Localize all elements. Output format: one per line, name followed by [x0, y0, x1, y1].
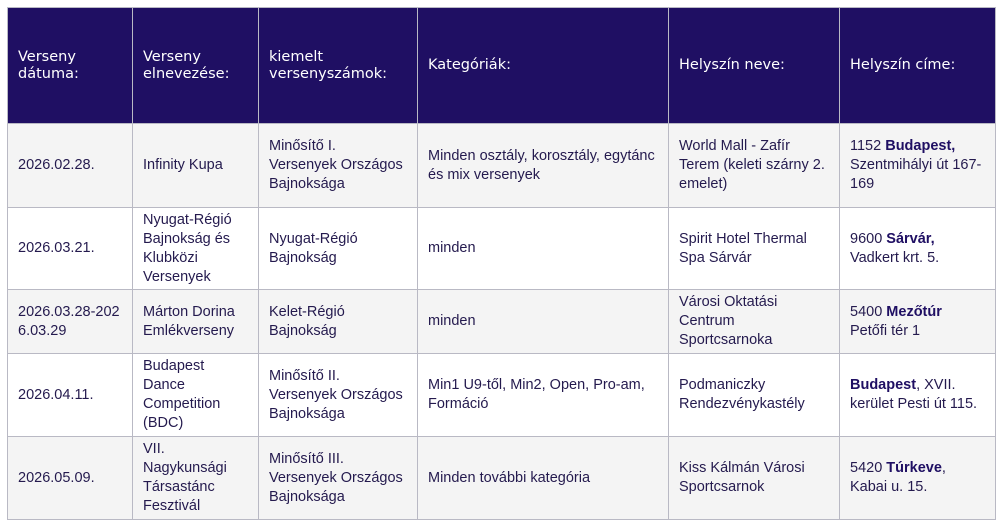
cell-address	[840, 437, 996, 520]
table-row	[8, 124, 996, 208]
cell-venue: Podmaniczky Rendezvénykastély	[669, 354, 840, 437]
address-post: Vadkert krt. 5.	[850, 249, 940, 266]
table-row	[8, 290, 996, 354]
cell-categories: Minden osztály, korosztály, egytánc és mix versenyek	[418, 124, 669, 208]
cell-name: Nyugat-Régió Bajnokság és Klubközi Versenyek	[133, 208, 259, 290]
header-categories: Kategóriák:	[418, 8, 669, 124]
address-pre: 1152	[850, 138, 886, 154]
cell-venue: Spirit Hotel Thermal Spa Sárvár	[669, 208, 840, 290]
address-post: , Kabai u. 15.	[850, 460, 946, 495]
header-row	[8, 8, 996, 124]
address-city: Budapest,	[885, 138, 956, 154]
cell-categories: Min1 U9-től, Min2, Open, Pro-am, Formáció	[418, 354, 669, 437]
header-events: kiemelt versenyszámok:	[259, 8, 418, 124]
address-pre: 5400	[850, 303, 887, 320]
address-post: , XVII. kerület Pesti út 115.	[850, 377, 978, 412]
address-post: Petőfi tér 1	[850, 322, 921, 339]
header-name: Verseny elnevezése:	[133, 8, 259, 124]
cell-categories: Minden további kategória	[418, 437, 669, 520]
cell-name: Márton Dorina Emlékverseny	[133, 290, 259, 354]
header-date: Verseny dátuma:	[8, 8, 133, 124]
table-row	[8, 437, 996, 520]
cell-name: Infinity Kupa	[133, 124, 259, 208]
table-row	[8, 208, 996, 290]
cell-name: VII. Nagykunsági Társastánc Fesztivál	[133, 437, 259, 520]
cell-date: 2026.04.11.	[8, 354, 133, 437]
address-city: Mezőtúr	[886, 303, 942, 320]
address-city: Sárvár,	[886, 230, 935, 247]
cell-name: Budapest Dance Competition (BDC)	[133, 354, 259, 437]
cell-date: 2026.05.09.	[8, 437, 133, 520]
cell-events: Kelet-Régió Bajnokság	[259, 290, 418, 354]
cell-venue: Kiss Kálmán Városi Sportcsarnok	[669, 437, 840, 520]
cell-categories: minden	[418, 290, 669, 354]
cell-venue: Városi Oktatási Centrum Sportcsarnoka	[669, 290, 840, 354]
header-venue: Helyszín neve:	[669, 8, 840, 124]
cell-events: Minősítő III. Versenyek Országos Bajnoksága	[259, 437, 418, 520]
cell-categories: minden	[418, 208, 669, 290]
address-pre: 5420	[850, 460, 887, 476]
competition-schedule-table	[7, 7, 996, 520]
cell-address	[840, 354, 996, 437]
cell-date: 2026.03.21.	[8, 208, 133, 290]
cell-events: Minősítő I. Versenyek Országos Bajnoksága	[259, 124, 418, 208]
header-address: Helyszín címe:	[840, 8, 996, 124]
cell-address	[840, 208, 996, 290]
cell-date: 2026.03.28-2026.03.29	[8, 290, 133, 354]
cell-events: Nyugat-Régió Bajnokság	[259, 208, 418, 290]
cell-venue: World Mall - Zafír Terem (keleti szárny 2. emelet)	[669, 124, 840, 208]
table-row	[8, 354, 996, 437]
cell-address	[840, 124, 996, 208]
address-pre: 9600	[850, 230, 887, 247]
cell-events: Minősítő II. Versenyek Országos Bajnoksága	[259, 354, 418, 437]
address-city: Túrkeve	[886, 460, 942, 476]
cell-address	[840, 290, 996, 354]
address-city: Budapest	[850, 377, 917, 393]
address-post: Szentmihályi út 167-169	[850, 157, 982, 192]
cell-date: 2026.02.28.	[8, 124, 133, 208]
